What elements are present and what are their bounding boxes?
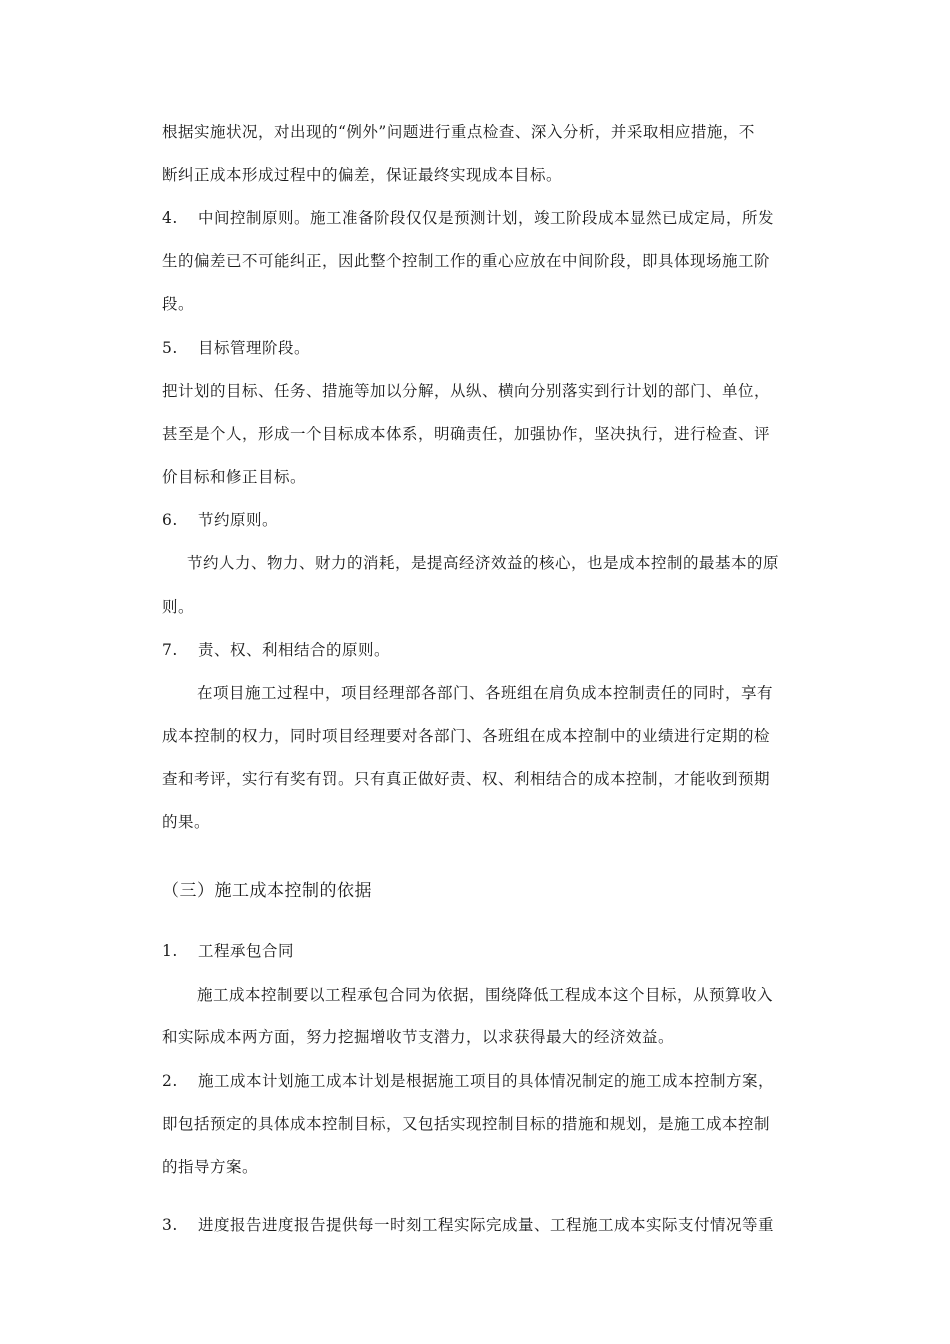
list-item-5 [162,338,310,358]
paragraph-line: 查和考评，实行有奖有罚。只有真正做好责、权、利相结合的成本控制，才能收到预期 [162,770,771,788]
section-heading: （三）施工成本控制的依据 [162,881,372,901]
list-number: 5. [162,339,178,357]
list-text: 进度报告进度报告提供每一时刻工程实际完成量、工程施工成本实际支付情况等重 [198,1216,775,1234]
paragraph-line: 即包括预定的具体成本控制目标，又包括实现控制目标的措施和规划，是施工成本控制 [162,1115,771,1133]
list-number: 4. [162,209,178,227]
list-number: 7. [162,641,178,659]
paragraph-line: 把计划的目标、任务、措施等加以分解，从纵、横向分别落实到行计划的部门、单位， [162,382,771,400]
paragraph-line: 和实际成本两方面，努力挖掘增收节支潜力，以求获得最大的经济效益。 [162,1028,675,1046]
list-number: 3. [162,1216,178,1234]
paragraph-line: 段。 [162,295,195,313]
paragraph-line: 则。 [162,598,195,616]
paragraph-line: 节约人力、物力、财力的消耗，是提高经济效益的核心，也是成本控制的最基本的原 [187,554,780,572]
paragraph-line: 价目标和修正目标。 [162,468,307,486]
list-text: 责、权、利相结合的原则。 [198,641,391,659]
paragraph-line: 根据实施状况，对出现的“例外”问题进行重点检查、深入分析，并采取相应措施，不 [162,123,755,141]
list-item-4 [162,208,774,228]
paragraph-line: 生的偏差已不可能纠正，因此整个控制工作的重心应放在中间阶段，即具体现场施工阶 [162,252,771,270]
list-text: 中间控制原则。施工准备阶段仅仅是预测计划，竣工阶段成本显然已成定局，所发 [198,209,775,227]
paragraph-line: 在项目施工过程中，项目经理部各部门、各班组在肩负成本控制责任的同时，享有 [197,684,774,702]
list-number: 1. [162,942,178,960]
list-text: 目标管理阶段。 [198,339,311,357]
paragraph-line: 断纠正成本形成过程中的偏差，保证最终实现成本目标。 [162,166,563,184]
paragraph-line: 施工成本控制要以工程承包合同为依据，围绕降低工程成本这个目标，从预算收入 [197,986,774,1004]
list-number: 6. [162,511,178,529]
list-item-3 [162,1215,774,1235]
list-text: 工程承包合同 [198,942,295,960]
list-number: 2. [162,1072,178,1090]
list-text: 节约原则。 [198,511,279,529]
paragraph-line: 的指导方案。 [162,1158,259,1176]
paragraph-line: 甚至是个人，形成一个目标成本体系，明确责任，加强协作，坚决执行，进行检查、评 [162,425,771,443]
paragraph-line: 的果。 [162,813,211,831]
list-item-1 [162,941,294,961]
list-text: 施工成本计划施工成本计划是根据施工项目的具体情况制定的施工成本控制方案， [198,1072,775,1090]
list-item-2 [162,1071,774,1091]
paragraph-line: 成本控制的权力，同时项目经理要对各部门、各班组在成本控制中的业绩进行定期的检 [162,727,771,745]
list-item-6 [162,510,278,530]
list-item-7 [162,640,390,660]
